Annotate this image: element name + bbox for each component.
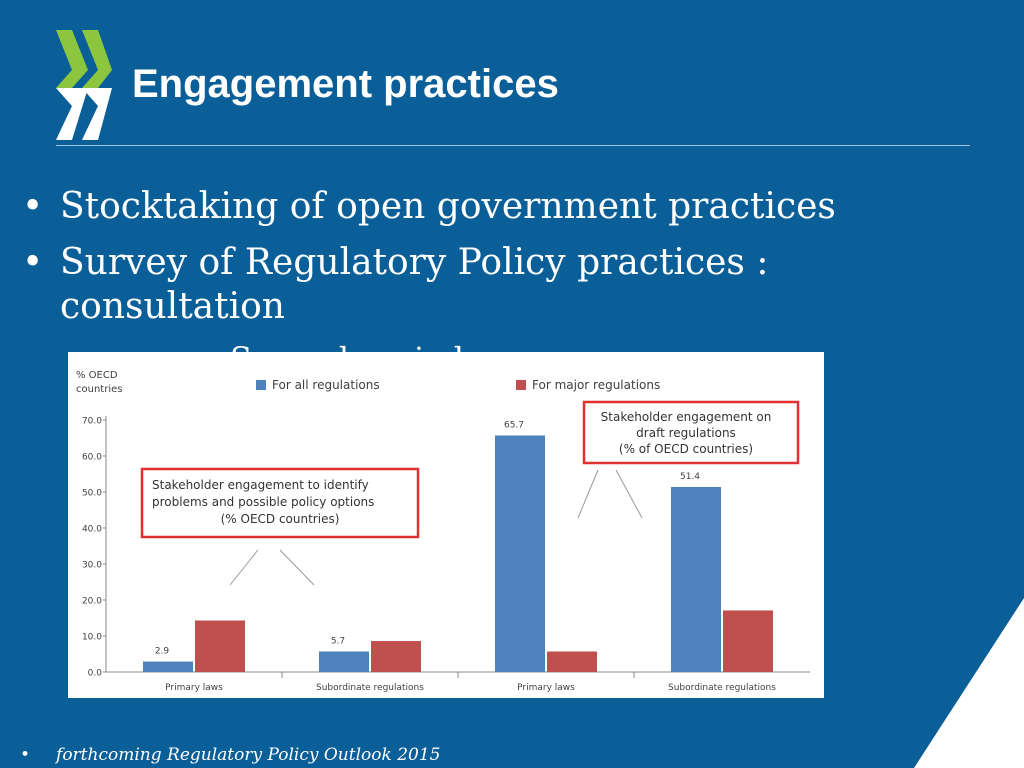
slide-title: Engagement practices <box>132 62 559 106</box>
annotation-text: (% of OECD countries) <box>618 442 754 456</box>
bar-major-regulations <box>723 610 773 672</box>
data-label: 51.4 <box>679 471 701 482</box>
bullet-text: Stocktaking of open government practices <box>60 186 836 227</box>
oecd-logo-icon <box>52 30 112 142</box>
sub-bullet-partially-hidden <box>230 333 530 353</box>
y-tick-label: 10.0 <box>81 632 102 643</box>
x-tick-label: Primary laws <box>517 683 575 693</box>
y-tick-label: 70.0 <box>81 416 102 427</box>
x-tick-label: Primary laws <box>165 683 223 693</box>
logo-white-chevron-1b <box>56 88 88 140</box>
y-tick-label: 40.0 <box>81 524 102 535</box>
bar-major-regulations <box>371 641 421 672</box>
x-tick-label: Subordinate regulations <box>668 683 776 693</box>
data-label: 5.7 <box>330 636 346 647</box>
bar-major-regulations <box>547 651 597 672</box>
annotation-arrow <box>578 470 598 518</box>
bullet-item <box>20 185 880 229</box>
y-tick-label: 0.0 <box>87 668 102 679</box>
annotation-arrow <box>230 550 258 585</box>
bullet-list <box>20 185 880 341</box>
annotation-text: Stakeholder engagement on <box>600 410 772 424</box>
bar-all-regulations <box>495 435 545 672</box>
bullet-text: Survey of Regulatory Policy practices : consultation <box>60 242 769 327</box>
y-tick-label: 60.0 <box>81 452 102 463</box>
legend-swatch <box>516 380 526 390</box>
footnote-text: forthcoming Regulatory Policy Outlook 2015 <box>56 745 441 765</box>
y-axis-label: % OECD <box>76 370 118 381</box>
bullet-dot: • <box>22 186 44 227</box>
annotation-arrow <box>280 550 314 585</box>
legend-swatch <box>256 380 266 390</box>
bar-all-regulations <box>319 651 369 672</box>
chart-image <box>68 352 824 698</box>
annotation-text: (% OECD countries) <box>220 512 340 526</box>
footnote <box>20 745 720 768</box>
annotation-arrow <box>616 470 642 518</box>
data-label: 65.7 <box>503 420 525 431</box>
title-divider <box>56 145 970 146</box>
bullet-dot: • <box>22 242 44 283</box>
bar-all-regulations <box>671 487 721 672</box>
bar-chart <box>68 352 824 698</box>
annotation-text: Stakeholder engagement to identify <box>152 478 369 492</box>
footnote-bullet-dot: • <box>20 745 31 765</box>
bar-major-regulations <box>195 621 245 672</box>
annotation-text: draft regulations <box>636 426 736 440</box>
y-tick-label: 30.0 <box>81 560 102 571</box>
y-tick-label: 20.0 <box>81 596 102 607</box>
y-tick-label: 50.0 <box>81 488 102 499</box>
logo-green-chevron-2 <box>82 30 112 88</box>
decorative-corner-triangle <box>914 598 1024 768</box>
legend-label: For major regulations <box>532 378 661 392</box>
y-axis-label: countries <box>76 384 123 395</box>
data-label: 2.9 <box>154 646 170 657</box>
bar-all-regulations <box>143 662 193 672</box>
x-tick-label: Subordinate regulations <box>316 683 424 693</box>
legend-label: For all regulations <box>272 378 380 392</box>
annotation-text: problems and possible policy options <box>152 495 375 509</box>
logo-white-chevron-2 <box>82 88 112 140</box>
bullet-item <box>20 241 880 329</box>
